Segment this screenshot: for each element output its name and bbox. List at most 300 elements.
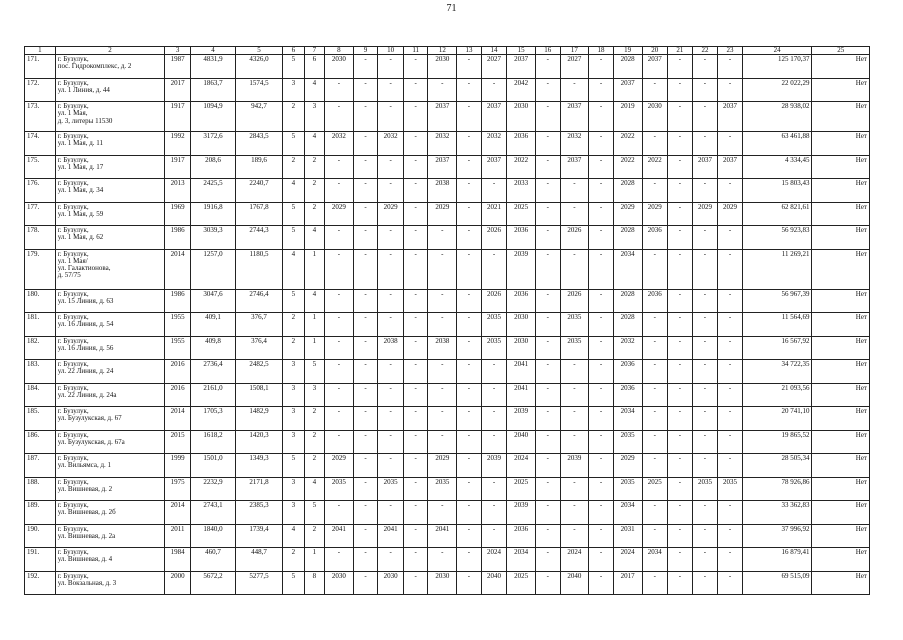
column-header: 24 — [742, 47, 812, 55]
cost-cell: 78 926,86 — [742, 477, 812, 501]
value-cell: 5 — [283, 571, 305, 595]
value-cell: 2029 — [613, 454, 642, 478]
value-cell: - — [536, 313, 561, 337]
value-cell: - — [457, 132, 482, 156]
cost-cell: 19 865,52 — [742, 430, 812, 454]
value-cell: - — [353, 336, 378, 360]
value-cell: 2026 — [481, 289, 507, 313]
table-row — [25, 407, 870, 431]
value-cell: 2033 — [507, 179, 536, 203]
value-cell: - — [403, 524, 428, 548]
value-cell: 1987 — [165, 55, 191, 79]
value-cell: 1739,4 — [235, 524, 282, 548]
flag-cell: Нет — [812, 249, 870, 289]
value-cell: 2027 — [560, 55, 589, 79]
value-cell: 2036 — [642, 226, 668, 250]
value-cell: 1767,8 — [235, 202, 282, 226]
value-cell: - — [589, 383, 614, 407]
value-cell: 2040 — [507, 430, 536, 454]
flag-cell: Нет — [812, 407, 870, 431]
value-cell: 2017 — [165, 78, 191, 102]
cost-cell: 16 567,92 — [742, 336, 812, 360]
value-cell: 2028 — [613, 313, 642, 337]
value-cell: 1 — [304, 548, 324, 572]
value-cell: 2025 — [507, 477, 536, 501]
value-cell: - — [692, 548, 718, 572]
value-cell: - — [642, 524, 668, 548]
value-cell: - — [692, 78, 718, 102]
value-cell: - — [536, 202, 561, 226]
cost-cell: 11 564,69 — [742, 313, 812, 337]
value-cell: - — [378, 454, 404, 478]
value-cell: 2041 — [428, 524, 457, 548]
table-row — [25, 226, 870, 250]
value-cell: - — [403, 102, 428, 132]
row-number: 181. — [25, 313, 56, 337]
value-cell: 1955 — [165, 336, 191, 360]
value-cell: 2037 — [642, 55, 668, 79]
value-cell: - — [403, 132, 428, 156]
value-cell: - — [560, 407, 589, 431]
flag-cell: Нет — [812, 501, 870, 525]
table-row — [25, 102, 870, 132]
table-row — [25, 179, 870, 203]
value-cell: - — [457, 407, 482, 431]
column-header: 23 — [718, 47, 743, 55]
value-cell: - — [403, 289, 428, 313]
value-cell: - — [560, 383, 589, 407]
value-cell: - — [403, 548, 428, 572]
value-cell: - — [378, 383, 404, 407]
row-number: 187. — [25, 454, 56, 478]
value-cell: 2036 — [642, 289, 668, 313]
value-cell: 1180,5 — [235, 249, 282, 289]
value-cell: - — [718, 454, 743, 478]
value-cell: 3047,6 — [190, 289, 235, 313]
value-cell: - — [692, 383, 718, 407]
value-cell: - — [718, 313, 743, 337]
value-cell: - — [457, 179, 482, 203]
column-header: 9 — [353, 47, 378, 55]
value-cell: - — [457, 501, 482, 525]
value-cell: - — [325, 501, 354, 525]
value-cell: 2 — [283, 102, 305, 132]
value-cell: 2029 — [642, 202, 668, 226]
value-cell: 2029 — [325, 202, 354, 226]
value-cell: 942,7 — [235, 102, 282, 132]
value-cell: - — [589, 454, 614, 478]
value-cell: - — [378, 179, 404, 203]
table-row — [25, 548, 870, 572]
cost-cell: 4 334,45 — [742, 155, 812, 179]
column-header: 3 — [165, 47, 191, 55]
value-cell: 2039 — [560, 454, 589, 478]
value-cell: 2843,5 — [235, 132, 282, 156]
value-cell: 3 — [304, 102, 324, 132]
value-cell: - — [353, 55, 378, 79]
flag-cell: Нет — [812, 360, 870, 384]
value-cell: - — [325, 336, 354, 360]
value-cell: 2032 — [613, 336, 642, 360]
value-cell: 2039 — [507, 501, 536, 525]
value-cell: 2021 — [481, 202, 507, 226]
flag-cell: Нет — [812, 155, 870, 179]
value-cell: 4 — [304, 226, 324, 250]
value-cell: 2029 — [428, 202, 457, 226]
value-cell: - — [536, 336, 561, 360]
value-cell: 1917 — [165, 155, 191, 179]
value-cell: - — [325, 102, 354, 132]
value-cell: - — [718, 501, 743, 525]
row-number: 182. — [25, 336, 56, 360]
value-cell: 5 — [304, 360, 324, 384]
value-cell: - — [668, 249, 693, 289]
value-cell: 4 — [283, 249, 305, 289]
value-cell: 2022 — [613, 132, 642, 156]
value-cell: 1863,7 — [190, 78, 235, 102]
value-cell: - — [560, 249, 589, 289]
cost-cell: 37 996,92 — [742, 524, 812, 548]
value-cell: 2035 — [560, 313, 589, 337]
value-cell: - — [378, 407, 404, 431]
value-cell: 2041 — [507, 360, 536, 384]
value-cell: - — [536, 55, 561, 79]
value-cell: 448,7 — [235, 548, 282, 572]
address-cell: г. Бузулук, ул. 1 Мая, д. 17 — [55, 155, 165, 179]
value-cell: - — [668, 78, 693, 102]
value-cell: 2037 — [428, 102, 457, 132]
value-cell: 1 — [304, 313, 324, 337]
value-cell: 1420,3 — [235, 430, 282, 454]
value-cell: 3 — [283, 430, 305, 454]
value-cell: - — [589, 155, 614, 179]
cost-cell: 28 938,02 — [742, 102, 812, 132]
value-cell: 409,1 — [190, 313, 235, 337]
value-cell: 2 — [283, 548, 305, 572]
address-cell: г. Бузулук, пос. Гидрокомплекс, д. 2 — [55, 55, 165, 79]
value-cell: 208,6 — [190, 155, 235, 179]
value-cell: 2024 — [560, 548, 589, 572]
address-cell: г. Бузулук, ул. 22 Линия, д. 24а — [55, 383, 165, 407]
value-cell: 2011 — [165, 524, 191, 548]
value-cell: - — [589, 78, 614, 102]
value-cell: 2036 — [613, 383, 642, 407]
value-cell: 2171,8 — [235, 477, 282, 501]
column-header: 17 — [560, 47, 589, 55]
value-cell: 3 — [283, 501, 305, 525]
table-row — [25, 477, 870, 501]
address-cell: г. Бузулук, ул. Вишневая, д. 2б — [55, 501, 165, 525]
value-cell: - — [692, 360, 718, 384]
value-cell: - — [642, 132, 668, 156]
value-cell: 1840,0 — [190, 524, 235, 548]
value-cell: - — [428, 501, 457, 525]
value-cell: - — [457, 313, 482, 337]
value-cell: 2022 — [507, 155, 536, 179]
value-cell: - — [403, 179, 428, 203]
value-cell: - — [378, 155, 404, 179]
value-cell: 2 — [304, 179, 324, 203]
table-row — [25, 78, 870, 102]
cost-cell: 56 923,83 — [742, 226, 812, 250]
address-cell: г. Бузулук, ул. 1 Мая, д. 3, литеры 11530 — [55, 102, 165, 132]
value-cell: 2037 — [613, 78, 642, 102]
value-cell: - — [692, 501, 718, 525]
value-cell: 2029 — [692, 202, 718, 226]
row-number: 173. — [25, 102, 56, 132]
value-cell: 2038 — [428, 336, 457, 360]
value-cell: 1986 — [165, 226, 191, 250]
value-cell: - — [403, 360, 428, 384]
cost-cell: 11 269,21 — [742, 249, 812, 289]
value-cell: - — [642, 360, 668, 384]
value-cell: 189,6 — [235, 155, 282, 179]
value-cell: - — [642, 313, 668, 337]
address-cell: г. Бузулук, ул. 1 Мая, д. 62 — [55, 226, 165, 250]
value-cell: 2034 — [613, 501, 642, 525]
row-number: 171. — [25, 55, 56, 79]
table-row — [25, 571, 870, 595]
value-cell: 2019 — [613, 102, 642, 132]
value-cell: - — [668, 102, 693, 132]
value-cell: - — [353, 383, 378, 407]
value-cell: 2746,4 — [235, 289, 282, 313]
value-cell: 2039 — [507, 407, 536, 431]
value-cell: 2014 — [165, 249, 191, 289]
value-cell: - — [457, 55, 482, 79]
value-cell: - — [668, 336, 693, 360]
value-cell: 1618,2 — [190, 430, 235, 454]
value-cell: - — [642, 179, 668, 203]
value-cell: - — [378, 249, 404, 289]
table-row — [25, 360, 870, 384]
value-cell: 376,7 — [235, 313, 282, 337]
value-cell: 2240,7 — [235, 179, 282, 203]
value-cell: - — [403, 202, 428, 226]
value-cell: - — [692, 289, 718, 313]
flag-cell: Нет — [812, 548, 870, 572]
row-number: 191. — [25, 548, 56, 572]
value-cell: 2035 — [718, 477, 743, 501]
value-cell: 2039 — [481, 454, 507, 478]
value-cell: 1917 — [165, 102, 191, 132]
value-cell: 3 — [283, 78, 305, 102]
value-cell: 2026 — [560, 289, 589, 313]
column-header: 22 — [692, 47, 718, 55]
column-header: 1 — [25, 47, 56, 55]
value-cell: 2041 — [325, 524, 354, 548]
value-cell: 2000 — [165, 571, 191, 595]
value-cell: 1969 — [165, 202, 191, 226]
value-cell: - — [589, 313, 614, 337]
value-cell: 2029 — [428, 454, 457, 478]
value-cell: 4831,9 — [190, 55, 235, 79]
address-cell: г. Бузулук, ул. 15 Линия, д. 63 — [55, 289, 165, 313]
value-cell: - — [718, 571, 743, 595]
value-cell: - — [668, 524, 693, 548]
value-cell: - — [589, 336, 614, 360]
value-cell: - — [589, 226, 614, 250]
value-cell: - — [560, 501, 589, 525]
value-cell: 2032 — [481, 132, 507, 156]
table-row — [25, 336, 870, 360]
value-cell: - — [589, 289, 614, 313]
value-cell: 460,7 — [190, 548, 235, 572]
flag-cell: Нет — [812, 179, 870, 203]
flag-cell: Нет — [812, 313, 870, 337]
column-header: 13 — [457, 47, 482, 55]
value-cell: 2034 — [507, 548, 536, 572]
value-cell: 2022 — [613, 155, 642, 179]
page-number: 71 — [446, 3, 457, 14]
value-cell: - — [536, 78, 561, 102]
value-cell: - — [718, 132, 743, 156]
cost-cell: 16 879,41 — [742, 548, 812, 572]
value-cell: 2 — [283, 155, 305, 179]
value-cell: - — [403, 313, 428, 337]
value-cell: - — [378, 102, 404, 132]
value-cell: - — [457, 289, 482, 313]
row-number: 184. — [25, 383, 56, 407]
value-cell: - — [668, 383, 693, 407]
value-cell: - — [642, 78, 668, 102]
address-cell: г. Бузулук, ул. 1 Мая, д. 34 — [55, 179, 165, 203]
value-cell: 1349,3 — [235, 454, 282, 478]
value-cell: - — [668, 289, 693, 313]
value-cell: 2039 — [507, 249, 536, 289]
value-cell: - — [428, 78, 457, 102]
address-cell: г. Бузулук, ул. 1 Мая/ ул. Галактионова, д. 57/75 — [55, 249, 165, 289]
flag-cell: Нет — [812, 132, 870, 156]
value-cell: - — [692, 249, 718, 289]
table-row — [25, 289, 870, 313]
address-cell: г. Бузулук, ул. 22 Линия, д. 24 — [55, 360, 165, 384]
value-cell: 2032 — [378, 132, 404, 156]
value-cell: 2029 — [718, 202, 743, 226]
value-cell: - — [692, 454, 718, 478]
value-cell: - — [668, 454, 693, 478]
value-cell: 4 — [304, 477, 324, 501]
value-cell: - — [718, 78, 743, 102]
value-cell: - — [536, 155, 561, 179]
column-header: 8 — [325, 47, 354, 55]
value-cell: - — [481, 383, 507, 407]
value-cell: 2037 — [718, 102, 743, 132]
cost-cell: 34 722,35 — [742, 360, 812, 384]
value-cell: 5 — [283, 55, 305, 79]
value-cell: - — [589, 430, 614, 454]
value-cell: 4 — [304, 132, 324, 156]
value-cell: 2041 — [378, 524, 404, 548]
value-cell: - — [457, 430, 482, 454]
value-cell: - — [457, 524, 482, 548]
value-cell: - — [353, 430, 378, 454]
value-cell: 5 — [304, 501, 324, 525]
column-header: 4 — [190, 47, 235, 55]
value-cell: - — [325, 179, 354, 203]
value-cell: - — [692, 179, 718, 203]
value-cell: - — [428, 383, 457, 407]
value-cell: 2026 — [481, 226, 507, 250]
value-cell: - — [325, 155, 354, 179]
value-cell: - — [560, 360, 589, 384]
value-cell: 5277,5 — [235, 571, 282, 595]
value-cell: - — [457, 78, 482, 102]
value-cell: 2037 — [560, 155, 589, 179]
value-cell: - — [325, 78, 354, 102]
value-cell: - — [353, 571, 378, 595]
row-number: 192. — [25, 571, 56, 595]
value-cell: - — [378, 55, 404, 79]
value-cell: 2035 — [378, 477, 404, 501]
cost-cell: 15 803,43 — [742, 179, 812, 203]
value-cell: - — [457, 548, 482, 572]
value-cell: - — [642, 454, 668, 478]
flag-cell: Нет — [812, 78, 870, 102]
value-cell: - — [325, 548, 354, 572]
value-cell: - — [457, 102, 482, 132]
value-cell: 2027 — [481, 55, 507, 79]
value-cell: 2035 — [692, 477, 718, 501]
value-cell: - — [692, 430, 718, 454]
value-cell: - — [353, 179, 378, 203]
value-cell: - — [560, 430, 589, 454]
value-cell: 2 — [304, 407, 324, 431]
value-cell: 2029 — [613, 202, 642, 226]
value-cell: 2036 — [507, 524, 536, 548]
cost-cell: 21 093,56 — [742, 383, 812, 407]
value-cell: - — [589, 477, 614, 501]
value-cell: 3 — [283, 360, 305, 384]
value-cell: 2022 — [642, 155, 668, 179]
value-cell: - — [378, 548, 404, 572]
value-cell: - — [692, 336, 718, 360]
value-cell: 2028 — [613, 179, 642, 203]
value-cell: - — [378, 360, 404, 384]
value-cell: - — [481, 501, 507, 525]
value-cell: - — [403, 501, 428, 525]
value-cell: - — [536, 383, 561, 407]
row-number: 186. — [25, 430, 56, 454]
value-cell: 3 — [283, 383, 305, 407]
column-header: 21 — [668, 47, 693, 55]
value-cell: - — [353, 202, 378, 226]
value-cell: 1955 — [165, 313, 191, 337]
value-cell: - — [428, 226, 457, 250]
value-cell: 2743,1 — [190, 501, 235, 525]
value-cell: - — [668, 132, 693, 156]
value-cell: - — [325, 407, 354, 431]
value-cell: - — [403, 383, 428, 407]
address-cell: г. Бузулук, ул. Вишневая, д. 2 — [55, 477, 165, 501]
value-cell: - — [718, 55, 743, 79]
value-cell: - — [692, 407, 718, 431]
value-cell: 2031 — [613, 524, 642, 548]
column-header: 11 — [403, 47, 428, 55]
value-cell: 2013 — [165, 179, 191, 203]
value-cell: 2 — [283, 336, 305, 360]
table-row — [25, 155, 870, 179]
table-row — [25, 202, 870, 226]
value-cell: 2029 — [378, 202, 404, 226]
cost-cell: 69 515,09 — [742, 571, 812, 595]
value-cell: - — [403, 407, 428, 431]
value-cell: 2 — [304, 430, 324, 454]
value-cell: 2028 — [613, 226, 642, 250]
value-cell: - — [589, 249, 614, 289]
cost-cell: 33 362,83 — [742, 501, 812, 525]
value-cell: 2161,0 — [190, 383, 235, 407]
